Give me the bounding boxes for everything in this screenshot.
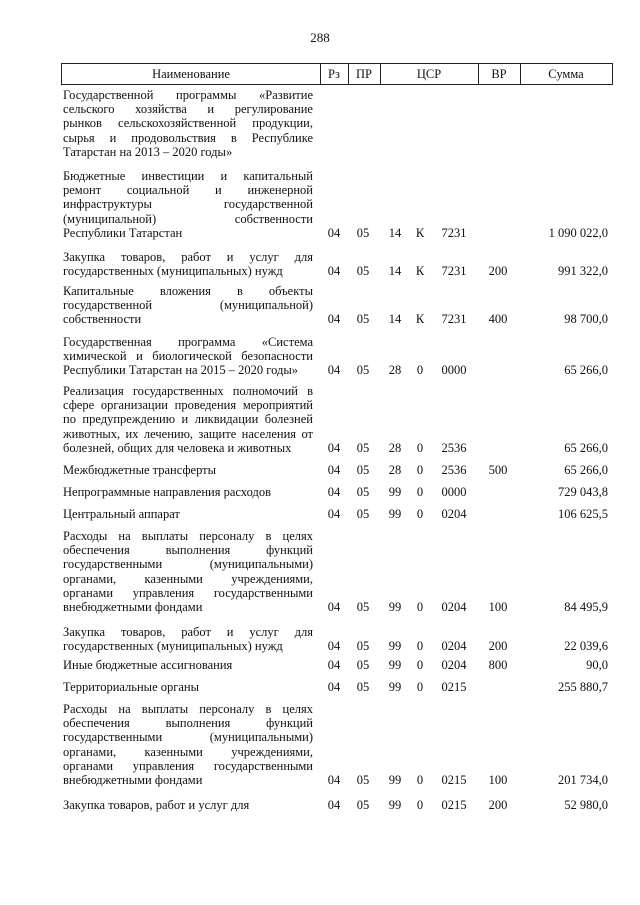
row-csr-program: 28 xyxy=(388,363,402,378)
row-name-line: обеспечения выполнения функций xyxy=(63,716,313,731)
header-sum: Сумма xyxy=(548,67,584,81)
row-name-line: внебюджетными фондами xyxy=(63,773,203,788)
row-name xyxy=(63,529,313,614)
header-rz: Рз xyxy=(320,64,349,84)
row-pr: 05 xyxy=(356,264,370,279)
row-name-line: животных, их лечению, защите населения от xyxy=(63,426,313,441)
row-csr-subprogram: 0 xyxy=(416,639,424,654)
row-pr: 05 xyxy=(356,658,370,672)
row-sum: 52 980,0 xyxy=(564,798,608,812)
row-csr-program: 99 xyxy=(388,680,402,694)
row-rz: 04 xyxy=(327,264,341,279)
row-rz: 04 xyxy=(327,773,341,787)
row-rz: 04 xyxy=(327,440,341,455)
row-csr-subprogram: К xyxy=(415,312,425,327)
row-name-line: Государственная программа «Система xyxy=(63,335,313,349)
row-name-line: Республики Татарстан xyxy=(63,225,183,240)
row-name-line: Закупка товаров, работ и услуг для xyxy=(63,625,313,639)
row-csr-subprogram: 0 xyxy=(416,798,424,812)
row-csr-program: 28 xyxy=(388,463,402,477)
row-rz: 04 xyxy=(327,507,341,521)
row-name-line: сельского хозяйства и регулирование xyxy=(63,102,313,117)
row-name-line: внебюджетными фондами xyxy=(63,600,203,615)
row-sum: 201 734,0 xyxy=(558,773,608,787)
row-csr-direction: 7231 xyxy=(441,264,467,279)
header-name: Наименование xyxy=(62,64,321,84)
row-sum: 255 880,7 xyxy=(558,680,608,694)
row-rz: 04 xyxy=(327,312,341,327)
row-sum: 84 495,9 xyxy=(564,600,608,614)
row-pr: 05 xyxy=(356,312,370,327)
row-csr-direction: 0215 xyxy=(441,773,467,787)
row-csr-direction: 0204 xyxy=(441,600,467,614)
row-vr: 100 xyxy=(488,773,508,787)
row-vr: 200 xyxy=(488,798,508,812)
row-rz: 04 xyxy=(327,658,341,672)
row-csr-subprogram: 0 xyxy=(416,658,424,672)
row-rz: 04 xyxy=(327,639,341,654)
row-vr: 800 xyxy=(488,658,508,672)
row-pr: 05 xyxy=(356,680,370,694)
row-csr-program: 99 xyxy=(388,485,402,499)
page-number: 288 xyxy=(310,30,330,45)
row-csr-subprogram: 0 xyxy=(416,463,424,477)
row-name-line: Территориальные органы xyxy=(63,680,200,694)
row-name-line: Капитальные вложения в объекты xyxy=(63,284,313,298)
row-name-line: Расходы на выплаты персоналу в целях xyxy=(63,702,313,716)
row-name-line: ремонт социальной и инженерной xyxy=(63,183,313,198)
row-pr: 05 xyxy=(356,798,370,812)
row-csr-subprogram: 0 xyxy=(416,507,424,521)
row-sum: 65 266,0 xyxy=(564,463,608,477)
row-vr: 200 xyxy=(488,639,508,654)
row-name xyxy=(63,625,313,653)
row-pr: 05 xyxy=(356,639,370,654)
row-vr: 500 xyxy=(488,463,508,477)
row-name-line: Государственной программы «Развитие xyxy=(63,88,313,102)
row-name-line: сфере организации проведения мероприятий xyxy=(63,398,313,413)
row-name-line: органами, казенными учреждениями, xyxy=(63,571,313,586)
row-csr-subprogram: 0 xyxy=(416,680,424,694)
row-name-line: Реализация государственных полномочий в xyxy=(63,384,313,398)
row-csr-direction: 0215 xyxy=(441,798,467,812)
row-name-line: рынков сельскохозяйственной продукции, xyxy=(63,116,313,131)
row-name xyxy=(63,658,313,672)
row-name-line: сырья и продовольствия в Республике xyxy=(63,130,313,145)
row-pr: 05 xyxy=(356,485,370,499)
row-name-line: Татарстан на 2013 – 2020 годы» xyxy=(63,144,233,159)
row-pr: 05 xyxy=(356,773,370,787)
row-csr-direction: 2536 xyxy=(441,440,467,455)
row-csr-program: 99 xyxy=(388,507,402,521)
row-csr-program: 99 xyxy=(388,639,402,654)
row-rz: 04 xyxy=(327,680,341,694)
header-vr: ВР xyxy=(478,64,521,84)
row-pr: 05 xyxy=(356,225,370,240)
row-name-line: государственной (муниципальной) xyxy=(63,298,313,313)
row-sum: 106 625,5 xyxy=(558,507,608,521)
row-vr: 200 xyxy=(488,264,508,279)
row-name-line: органами, казенными учреждениями, xyxy=(63,744,313,759)
row-csr-subprogram: 0 xyxy=(416,440,424,455)
row-name-line: государственных (муниципальных) нужд xyxy=(63,264,283,279)
row-csr-program: 14 xyxy=(388,312,402,327)
row-csr-subprogram: К xyxy=(415,264,425,279)
row-csr-direction: 0000 xyxy=(441,485,467,499)
row-sum: 90,0 xyxy=(586,658,608,672)
row-csr-direction: 7231 xyxy=(441,225,467,240)
row-name xyxy=(63,463,313,477)
row-name xyxy=(63,335,313,378)
header-csr: ЦСР xyxy=(380,64,479,84)
row-sum: 98 700,0 xyxy=(564,312,608,327)
row-rz: 04 xyxy=(327,600,341,614)
row-name-line: обеспечения выполнения функций xyxy=(63,543,313,558)
row-name-line: государственными (муниципальными) xyxy=(63,557,313,572)
row-name xyxy=(63,169,313,240)
row-csr-program: 99 xyxy=(388,658,402,672)
row-pr: 05 xyxy=(356,463,370,477)
row-name-line: собственности xyxy=(63,312,142,327)
row-name-line: Иные бюджетные ассигнования xyxy=(63,658,233,672)
row-name-line: инфраструктуры государственной xyxy=(63,197,313,212)
row-name-line: химической и биологической безопасности xyxy=(63,349,313,364)
row-rz: 04 xyxy=(327,225,341,240)
row-sum: 65 266,0 xyxy=(564,440,608,455)
row-csr-subprogram: 0 xyxy=(416,600,424,614)
row-csr-program: 99 xyxy=(388,600,402,614)
row-name-line: государственными (муниципальными) xyxy=(63,730,313,745)
row-name-line: Центральный аппарат xyxy=(63,507,180,521)
row-csr-program: 99 xyxy=(388,773,402,787)
row-sum: 1 090 022,0 xyxy=(548,225,608,240)
row-csr-direction: 7231 xyxy=(441,312,467,327)
row-name xyxy=(63,507,313,521)
row-csr-program: 28 xyxy=(388,440,402,455)
row-name-line: Межбюджетные трансферты xyxy=(63,463,217,477)
row-rz: 04 xyxy=(327,485,341,499)
row-pr: 05 xyxy=(356,440,370,455)
row-csr-subprogram: 0 xyxy=(416,363,424,378)
row-sum: 22 039,6 xyxy=(564,639,608,654)
row-name-line: Закупка товаров, работ и услуг для xyxy=(63,250,313,264)
row-name xyxy=(63,485,313,499)
row-csr-program: 99 xyxy=(388,798,402,812)
row-csr-direction: 0204 xyxy=(441,507,467,521)
row-csr-subprogram: К xyxy=(415,225,425,240)
row-sum: 65 266,0 xyxy=(564,363,608,378)
row-pr: 05 xyxy=(356,600,370,614)
row-name-line: Закупка товаров, работ и услуг для xyxy=(63,798,250,812)
row-name-line: Бюджетные инвестиции и капитальный xyxy=(63,169,313,183)
row-pr: 05 xyxy=(356,507,370,521)
row-csr-direction: 0215 xyxy=(441,680,467,694)
row-name xyxy=(63,88,313,159)
row-name xyxy=(63,702,313,787)
row-name xyxy=(63,384,313,455)
row-name-line: болезней, общих для человека и животных xyxy=(63,440,292,455)
row-name-line: (муниципальной) собственности xyxy=(63,211,313,226)
row-vr: 100 xyxy=(488,600,508,614)
row-rz: 04 xyxy=(327,363,341,378)
row-csr-direction: 0204 xyxy=(441,658,467,672)
row-sum: 729 043,8 xyxy=(558,485,608,499)
row-name-line: органами управления государственными xyxy=(63,758,313,773)
row-vr: 400 xyxy=(488,312,508,327)
row-csr-program: 14 xyxy=(388,264,402,279)
header-pr: ПР xyxy=(348,64,381,84)
table-header xyxy=(61,63,613,85)
row-rz: 04 xyxy=(327,463,341,477)
row-name-line: органами управления государственными xyxy=(63,585,313,600)
row-csr-direction: 2536 xyxy=(441,463,467,477)
row-csr-program: 14 xyxy=(388,225,402,240)
row-name-line: Республики Татарстан на 2015 – 2020 годы» xyxy=(63,363,299,378)
row-csr-direction: 0000 xyxy=(441,363,467,378)
row-name-line: Расходы на выплаты персоналу в целях xyxy=(63,529,313,543)
row-csr-subprogram: 0 xyxy=(416,485,424,499)
row-sum: 991 322,0 xyxy=(558,264,608,279)
row-name xyxy=(63,284,313,327)
row-csr-subprogram: 0 xyxy=(416,773,424,787)
row-name-line: по предупреждению и ликвидации болезней xyxy=(63,412,313,427)
row-name-line: государственных (муниципальных) нужд xyxy=(63,639,283,654)
row-rz: 04 xyxy=(327,798,341,812)
row-csr-direction: 0204 xyxy=(441,639,467,654)
row-name xyxy=(63,250,313,278)
row-name xyxy=(63,798,313,812)
row-name xyxy=(63,680,313,694)
row-name-line: Непрограммные направления расходов xyxy=(63,485,271,499)
row-pr: 05 xyxy=(356,363,370,378)
